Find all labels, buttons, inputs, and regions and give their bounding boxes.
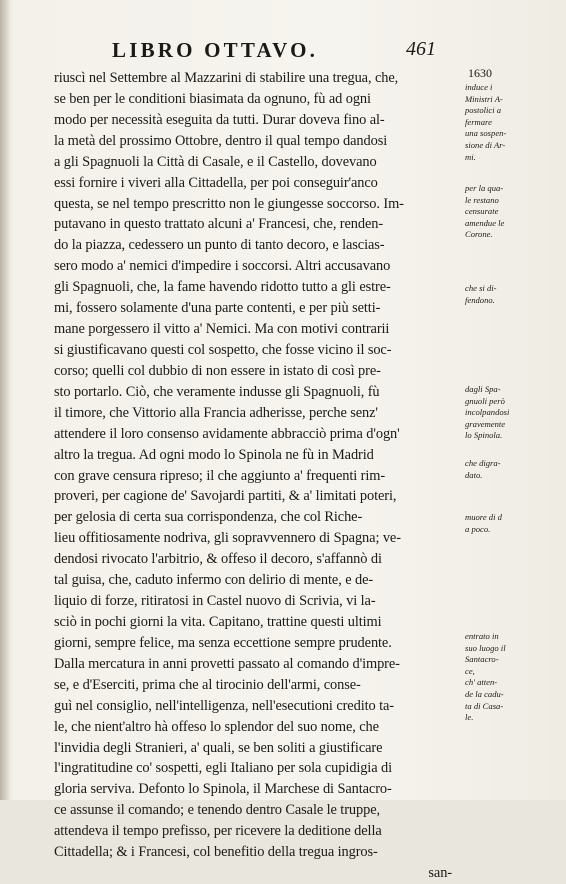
text-line: corso; quelli col dubbio di non essere in istato di così pre- xyxy=(54,362,381,379)
margin-note-line: sione di Ar- xyxy=(465,139,506,150)
text-line: Cittadella; & i Francesi, col benefitio della tregua ingros- xyxy=(54,844,378,861)
text-line: guì nel consiglio, nell'intelligenza, nell'esecutioni credito ta- xyxy=(54,697,394,714)
margin-note-line: incolpandosi xyxy=(465,407,510,418)
margin-note-line: gnuoli però xyxy=(465,395,505,406)
margin-note-line: una sospen- xyxy=(465,128,507,139)
page-header xyxy=(0,38,566,66)
text-line: le, che nient'altro hà offeso lo splendor del suo nome, che xyxy=(54,718,379,735)
margin-note-line: entrato in xyxy=(465,631,499,641)
margin-note-line: fermare xyxy=(465,116,492,127)
margin-note xyxy=(465,283,549,306)
text-line: si giustificavano questi col sospetto, che fosse vicino il soc- xyxy=(54,341,392,358)
margin-note xyxy=(465,512,549,535)
margin-note-line: postolici a xyxy=(465,105,502,116)
text-line: giorni, sempre felice, ma senza eccettione sempre prudente. xyxy=(54,634,392,651)
page-number: 461 xyxy=(406,38,436,60)
margin-note-line: ce, xyxy=(465,665,475,676)
margin-note-line: Santacro- xyxy=(465,654,499,665)
text-line: gloria serviva. Defonto lo Spinola, il Marchese di Santacro- xyxy=(54,781,392,798)
margin-note-line: muore di d xyxy=(465,512,502,522)
text-line: tal guisa, che, caduto infermo con delirio di mente, e de- xyxy=(54,572,374,589)
margin-note xyxy=(465,384,549,442)
margin-note-line: ta di Casa- xyxy=(465,700,504,711)
text-line: sero modo a' nemici d'impedire i soccorsi. Altri accusavano xyxy=(54,258,391,275)
text-line: do la piazza, cedessero un punto di tanto decoro, e lascias- xyxy=(54,237,385,254)
margin-note xyxy=(465,82,549,163)
text-line: dendosi rivocato l'arbitrio, & offeso il decoro, s'affannò di xyxy=(54,551,382,568)
margin-note-line: per la qua- xyxy=(465,183,504,193)
gutter-shadow xyxy=(0,0,10,800)
margin-note-line: lo Spinola. xyxy=(465,430,503,441)
margin-note-line: dagli Spa- xyxy=(465,384,501,394)
text-line: Dalla mercatura in anni provetti passato al comando d'impre- xyxy=(54,655,400,672)
text-line: sto portarlo. Ciò, che veramente indusse gli Spagnuoli, fù xyxy=(54,383,380,400)
margin-note-line: de la cadu- xyxy=(465,688,504,699)
margin-note-line: mi. xyxy=(465,151,476,162)
text-line: se, e d'Eserciti, prima che al tirocinio dell'armi, conse- xyxy=(54,676,361,693)
margin-note xyxy=(465,183,549,241)
text-line: liquio di forze, ritiratosi in Castel nuovo di Scrivia, vi la- xyxy=(54,593,376,610)
margin-note-line: gravemente xyxy=(465,418,506,429)
text-line: attendere il loro consenso avidamente abbracciò prima d'ogn' xyxy=(54,425,400,442)
margin-note-line: a poco. xyxy=(465,523,491,534)
margin-note-line: Ministri A- xyxy=(465,93,503,104)
margin-note-line: censurate xyxy=(465,206,499,217)
text-line: per gelosia di certa sua corrispondenza, che col Riche- xyxy=(54,509,363,526)
margin-note-line: le restano xyxy=(465,194,499,205)
text-line: questa, se nel tempo prescritto non le giungesse soccorso. Im- xyxy=(54,195,404,212)
margin-note-line: le. xyxy=(465,712,474,723)
margin-note-line: fendono. xyxy=(465,294,495,305)
text-line: san- xyxy=(428,865,452,882)
text-line: putavano in questo trattato alcuni a' Francesi, che, renden- xyxy=(54,216,384,233)
text-line: se ben per le conditioni biasimata da ognuno, fù ad ogni xyxy=(54,90,371,107)
text-line: gli Spagnuoli, che, la fame havendo ridotto tutto a gli estre- xyxy=(54,279,391,296)
margin-year: 1630 xyxy=(468,66,492,80)
text-line: attendeva il tempo prefisso, per ricevere la deditione della xyxy=(54,823,382,840)
main-text xyxy=(54,68,460,884)
margin-note-line: suo luogo il xyxy=(465,642,506,653)
text-line: proveri, per cagione de' Savojardi partiti, & a' limitati poteri, xyxy=(54,488,397,505)
text-line: il timore, che Vittorio alla Francia adherisse, perche senz' xyxy=(54,404,378,421)
text-line: l'ingratitudine co' sospetti, egli Italiano per sola cupidigia di xyxy=(54,760,392,777)
text-line: l'invidia degli Stranieri, a' quali, se ben soliti a giustificare xyxy=(54,739,383,756)
text-line: lieu offitiosamente nodriva, gli sopravvennero di Spagna; ve- xyxy=(54,530,401,547)
text-line: ce assunse il comando; e tenendo dentro Casale le truppe, xyxy=(54,802,380,819)
text-line: modo per necessità eseguita da tutti. Durar doveva fino al- xyxy=(54,111,385,128)
text-line: essi fornire i viveri alla Cittadella, per poi conseguir'anco xyxy=(54,174,378,191)
margin-note-line: dato. xyxy=(465,469,483,480)
text-line: riuscì nel Settembre al Mazzarini di stabilire una tregua, che, xyxy=(54,70,399,86)
margin-note-line: amendue le xyxy=(465,217,505,228)
text-line: altro la tregua. Ad ogni modo lo Spinola ne fù in Madrid xyxy=(54,446,374,463)
text-line: la metà del prossimo Ottobre, dentro il qual tempo dandosi xyxy=(54,132,388,149)
margin-note-line: induce i xyxy=(465,82,493,92)
margin-note-line: Corone. xyxy=(465,229,493,240)
margin-note-line: che si di- xyxy=(465,283,497,293)
running-head: LIBRO OTTAVO. xyxy=(112,38,319,62)
text-line: con grave censura ripreso; il che aggiunto a' frequenti rim- xyxy=(54,467,386,484)
text-line: mi, fossero solamente d'una parte contenti, e per più setti- xyxy=(54,300,381,317)
text-line: mane porgessero il vitto a' Nemici. Ma con motivi contrarii xyxy=(54,321,390,338)
margin-note-line: ch' atten- xyxy=(465,677,498,688)
text-line: a gli Spagnuoli la Città di Casale, e il Castello, dovevano xyxy=(54,153,377,170)
text-line: sciò in pochi giorni la vita. Capitano, trattine questi ultimi xyxy=(54,613,382,630)
margin-note xyxy=(465,458,549,481)
margin-note-line: che digra- xyxy=(465,458,501,468)
margin-note xyxy=(465,631,549,724)
